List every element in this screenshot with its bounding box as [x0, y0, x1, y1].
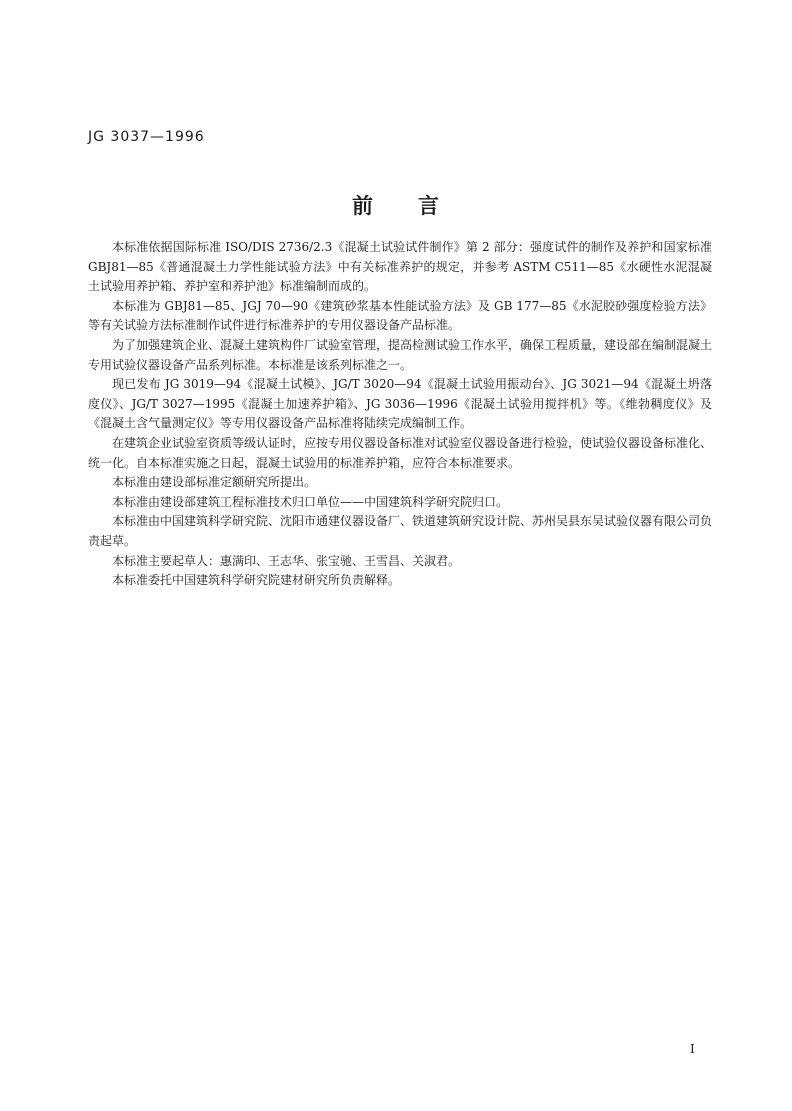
title-char-right: 言 — [418, 194, 440, 218]
title-char-left: 前 — [352, 194, 374, 218]
paragraph: 本标准由建设部建筑工程标准技术归口单位——中国建筑科学研究院归口。 — [112, 494, 509, 509]
paragraph: 为了加强建筑企业、混凝土建筑构件厂试验室管理，提高检测试验工作水平，确保工程质量，建设部在编制混凝土专用试验仪器设备产品系列标准。本标准是该系列标准之一。 — [88, 337, 713, 372]
paragraph: 本标准委托中国建筑科学研究院建材研究所负责解释。 — [112, 573, 401, 588]
document-body — [88, 238, 712, 591]
paragraph: 本标准依据国际标准 ISO/DIS 2736/2.3《混凝土试验试件制作》第 2 部分：强度试件的制作及养护和国家标准 GBJ81—85《普通混凝土力学性能试验方法》中有关标准养护的规定，并参考 ASTM C511—85《水硬性水泥混凝土试验用养护箱、养护室和养护池》标准编制而成的。 — [88, 240, 712, 294]
page-title — [0, 190, 792, 220]
page-number: I — [690, 1042, 695, 1056]
paragraph: 本标准为 GBJ81—85、JGJ 70—90《建筑砂浆基本性能试验方法》及 GB 177—85《水泥胶砂强度检验方法》等有关试验方法标准制作试件进行标准养护的专用仪器设备产品标准。 — [88, 298, 712, 333]
standard-code: JG 3037—1996 — [88, 129, 205, 145]
paragraph: 本标准由中国建筑科学研究院、沈阳市通建仪器设备厂、铁道建筑研究设计院、苏州吴县东吴试验仪器有限公司负责起草。 — [88, 514, 713, 548]
paragraph: 本标准主要起草人：惠满印、王志华、张宝驰、王雪昌、关淑君。 — [112, 553, 461, 568]
paragraph: 本标准由建设部标准定额研究所提出。 — [112, 475, 317, 490]
paragraph: 现已发布 JG 3019—94《混凝土试模》、JG/T 3020—94《混凝土试验用振动台》、JG 3021—94《混凝土坍落度仪》、JG/T 3027—1995《混凝土加速养护箱》、JG 3036—1996《混凝土试验用搅拌机》等。《维勃稠度仪》及《混凝土含气量测定仪》等专用仪器设备产品标准将陆续完成编制工作。 — [88, 377, 712, 431]
paragraph: 在建筑企业试验室资质等级认证时，应按专用仪器设备标准对试验室仪器设备进行检验，使试验仪器设备标准化、统一化。自本标准实施之日起，混凝土试验用的标准养护箱，应符合本标准要求。 — [88, 435, 713, 470]
